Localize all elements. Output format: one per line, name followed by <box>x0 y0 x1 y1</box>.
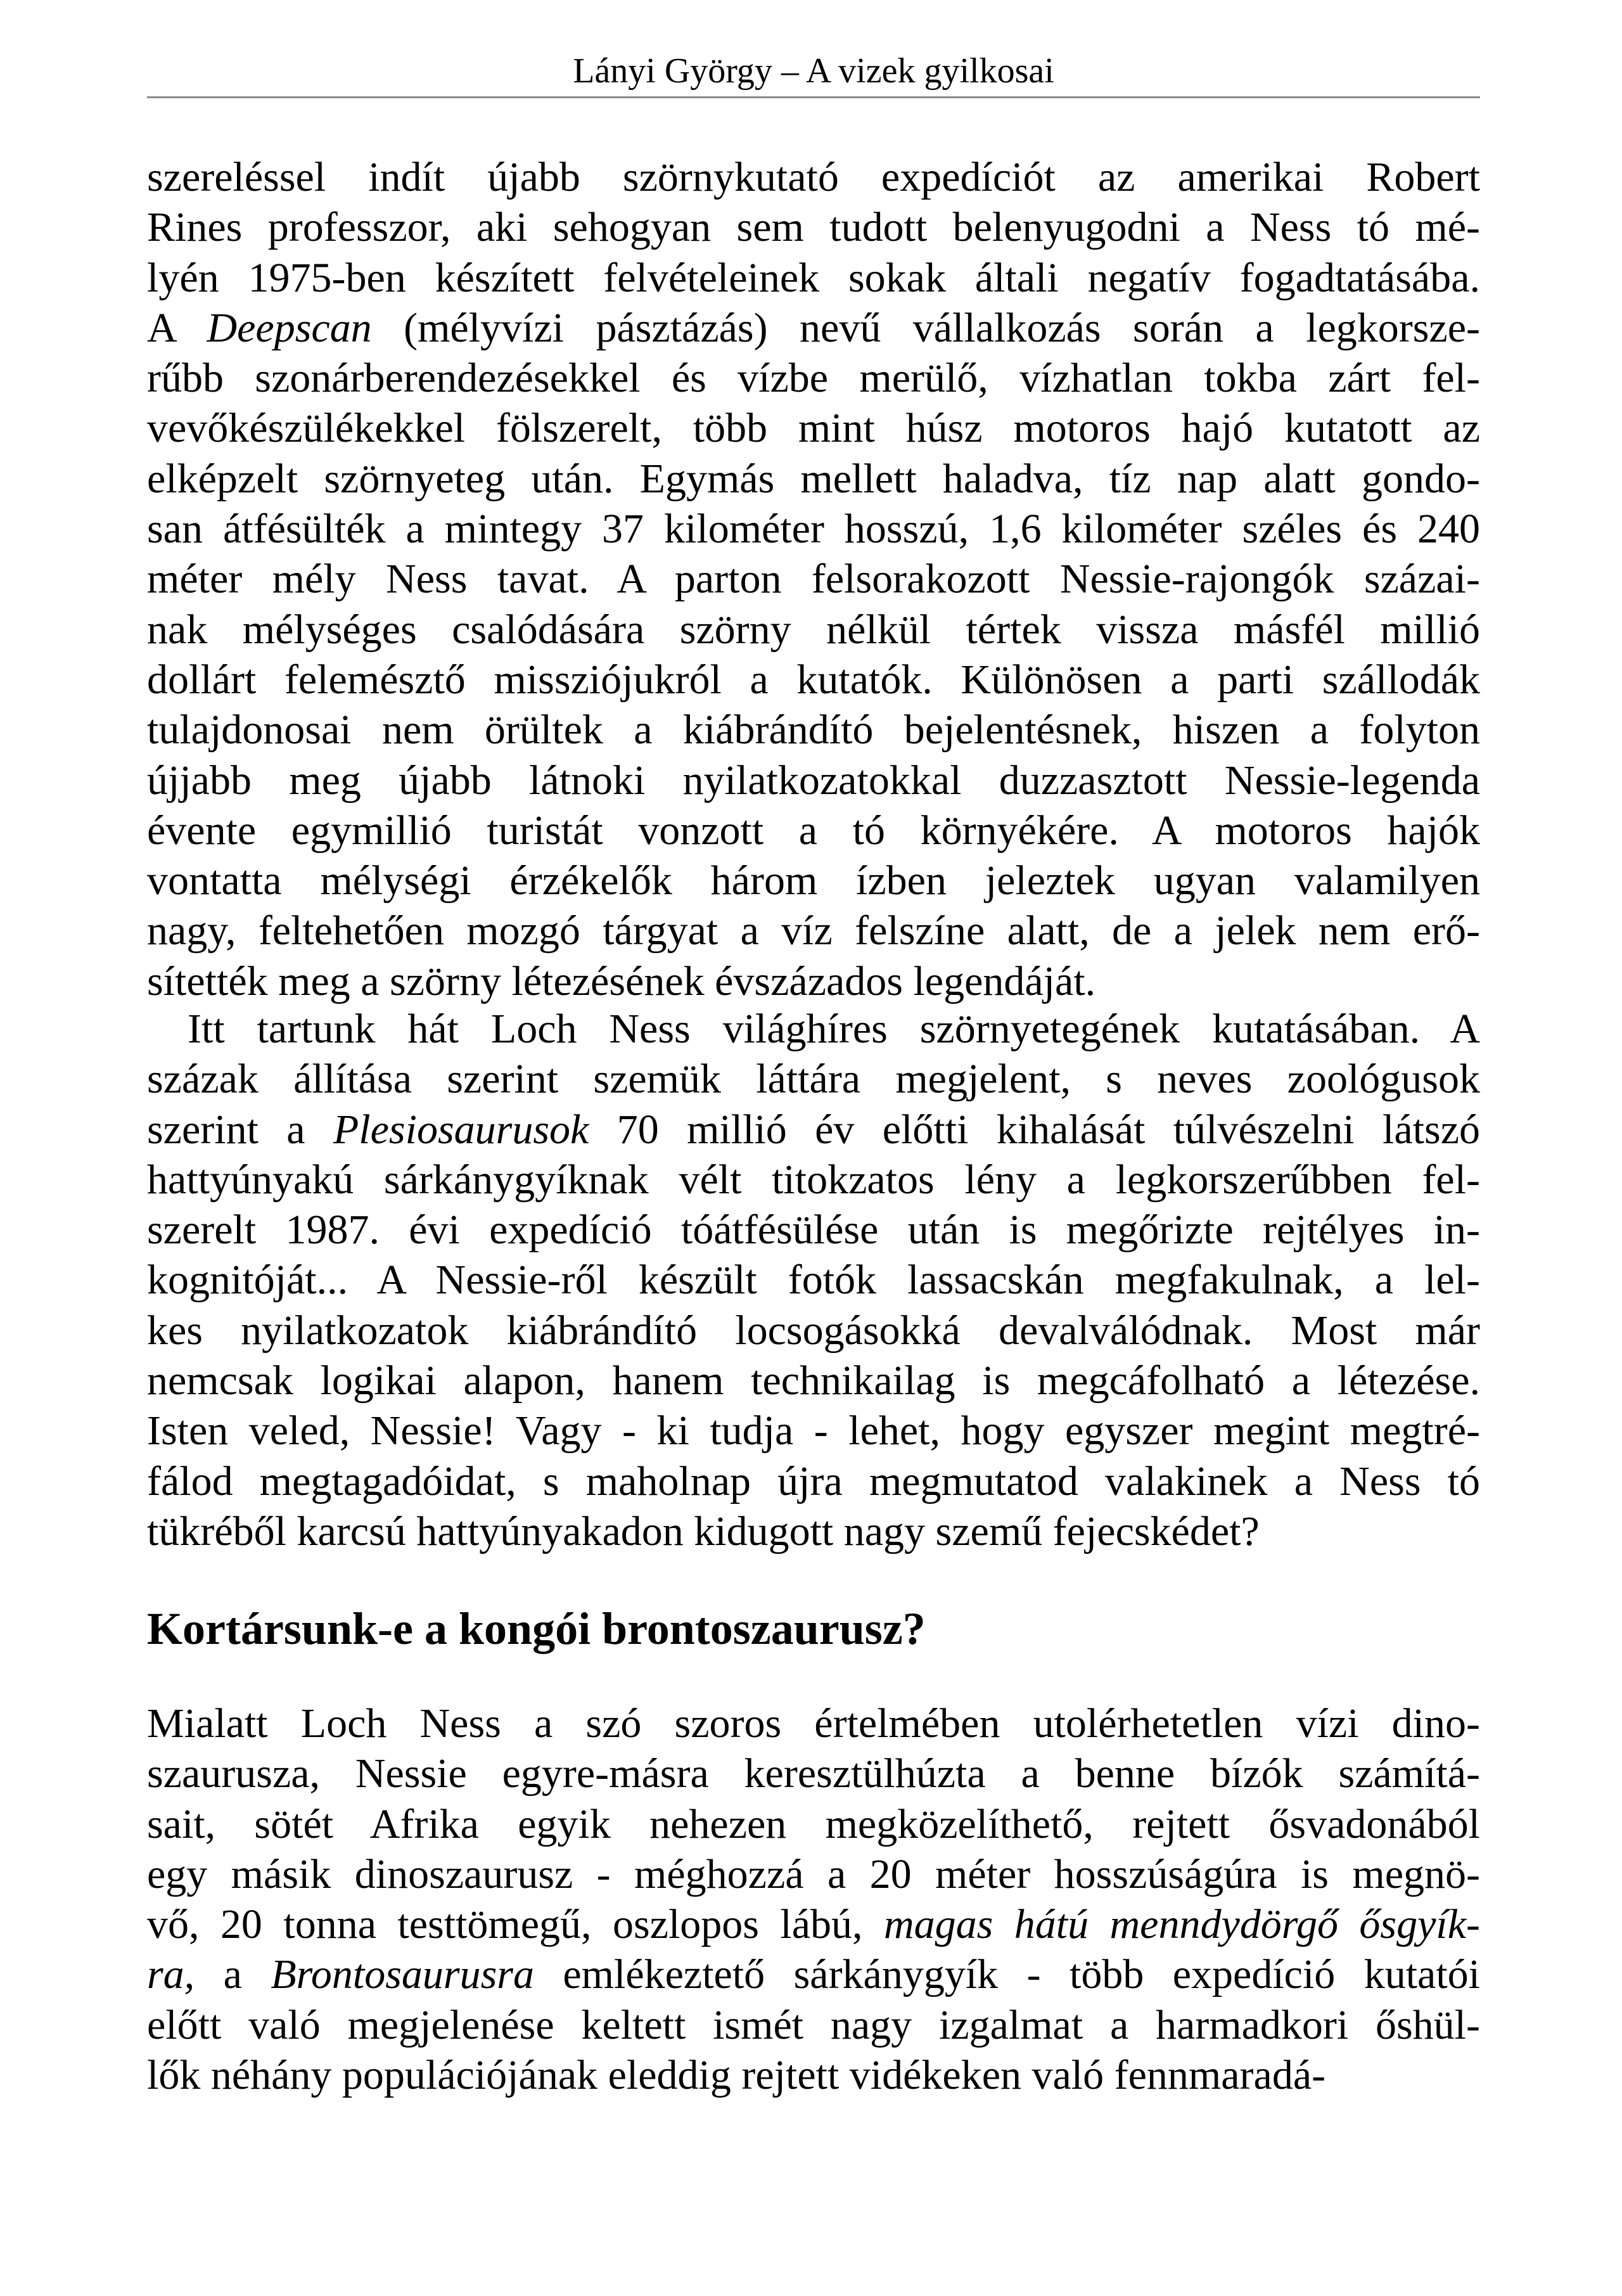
text-line: Isten veled, Nessie! Vagy - ki tudja - lehet, hogy egyszer megint megtré- <box>147 1408 1480 1454</box>
text-line: szereléssel indít újabb szörnykutató expedíciót az amerikai Robert <box>147 154 1480 200</box>
text-line: szaurusza, Nessie egyre-másra keresztülhúzta a benne bízók számítá- <box>147 1750 1480 1797</box>
text-line: egy másik dinoszaurusz - méghozzá a 20 méter hosszúságúra is megnö- <box>147 1850 1480 1897</box>
section-heading: Kortársunk-e a kongói brontoszaurusz? <box>147 1603 926 1654</box>
text-line: A Deepscan (mélyvízi pásztázás) nevű vállalkozás során a legkorsze- <box>147 304 1480 351</box>
text-line: Mialatt Loch Ness a szó szoros értelmében utolérhetetlen vízi dino- <box>147 1700 1480 1747</box>
text-line: sítették meg a szörny létezésének évszázados legendáját. <box>147 958 1096 1004</box>
text-line: kes nyilatkozatok kiábrándító locsogásokká devalválódnak. Most már <box>147 1307 1480 1354</box>
text-line: lők néhány populációjának eleddig rejtett vidékeken való fennmaradá- <box>147 2052 1326 2099</box>
text-line: százak állítása szerint szemük láttára megjelent, s neves zoológusok <box>147 1056 1480 1103</box>
text-line: dollárt felemésztő missziójukról a kutatók. Különösen a parti szállodák <box>147 656 1480 703</box>
text-line: tükréből karcsú hattyúnyakadon kidugott nagy szemű fejecskédet? <box>147 1508 1260 1555</box>
header-rule <box>147 96 1480 98</box>
text-line: elképzelt szörnyeteg után. Egymás mellett haladva, tíz nap alatt gondo- <box>147 455 1480 502</box>
text-line: szerelt 1987. évi expedíció tóátfésülése után is megőrizte rejtélyes in- <box>147 1207 1480 1254</box>
text-line: hattyúnyakú sárkánygyíknak vélt titokzatos lény a legkorszerűbben fel- <box>147 1156 1480 1203</box>
text-line: méter mély Ness tavat. A parton felsorakozott Nessie-rajongók százai- <box>147 556 1480 603</box>
body-paragraph <box>147 152 1480 1006</box>
text-line: előtt való megjelenése keltett ismét nagy izgalmat a harmadkori őshül- <box>147 2001 1480 2048</box>
text-line: nemcsak logikai alapon, hanem technikailag is megcáfolható a létezése. <box>147 1357 1480 1404</box>
text-line: vevőkészülékekkel fölszerelt, több mint húsz motoros hajó kutatott az <box>147 405 1480 452</box>
body-paragraph <box>147 1004 1480 1556</box>
running-header: Lányi György – A vizek gyilkosai <box>573 51 1054 91</box>
text-line: rűbb szonárberendezésekkel és vízbe merülő, vízhatlan tokba zárt fel- <box>147 355 1480 402</box>
text-line: évente egymillió turistát vonzott a tó környékére. A motoros hajók <box>147 807 1480 854</box>
paragraph-text <box>147 1698 1480 2100</box>
text-line: ra, a Brontosaurusra emlékeztető sárkánygyík - több expedíció kutatói <box>147 1951 1480 1998</box>
text-line: Itt tartunk hát Loch Ness világhíres szörnyetegének kutatásában. A <box>188 1006 1480 1052</box>
text-line: nak mélységes csalódására szörny nélkül tértek vissza másfél millió <box>147 606 1480 653</box>
text-line: újjabb meg újabb látnoki nyilatkozatokkal duzzasztott Nessie-legenda <box>147 757 1480 804</box>
text-line: sait, sötét Afrika egyik nehezen megközelíthető, rejtett ősvadonából <box>147 1800 1480 1847</box>
text-line: nagy, feltehetően mozgó tárgyat a víz felszíne alatt, de a jelek nem erő- <box>147 907 1480 954</box>
text-line: fálod megtagadóidat, s maholnap újra megmutatod valakinek a Ness tó <box>147 1458 1480 1504</box>
text-line: Rines professzor, aki sehogyan sem tudott belenyugodni a Ness tó mé- <box>147 204 1480 251</box>
text-line: vontatta mélységi érzékelők három ízben jeleztek ugyan valamilyen <box>147 857 1480 904</box>
text-line: lyén 1975-ben készített felvételeinek sokak általi negatív fogadtatásába. <box>147 254 1480 301</box>
text-line: szerint a Plesiosaurusok 70 millió év előtti kihalását túlvészelni látszó <box>147 1106 1481 1153</box>
text-line: kognitóját... A Nessie-ről készült fotók lassacskán megfakulnak, a lel- <box>147 1257 1480 1304</box>
paragraph-text <box>147 152 1480 1006</box>
body-paragraph <box>147 1698 1480 2100</box>
text-line: vő, 20 tonna testtömegű, oszlopos lábú, magas hátú menndydörgő ősgyík- <box>147 1901 1480 1948</box>
text-line: tulajdonosai nem örültek a kiábrándító bejelentésnek, hiszen a folyton <box>147 707 1480 754</box>
paragraph-text <box>147 1004 1480 1556</box>
text-line: san átfésülték a mintegy 37 kilométer hosszú, 1,6 kilométer széles és 240 <box>147 506 1480 553</box>
